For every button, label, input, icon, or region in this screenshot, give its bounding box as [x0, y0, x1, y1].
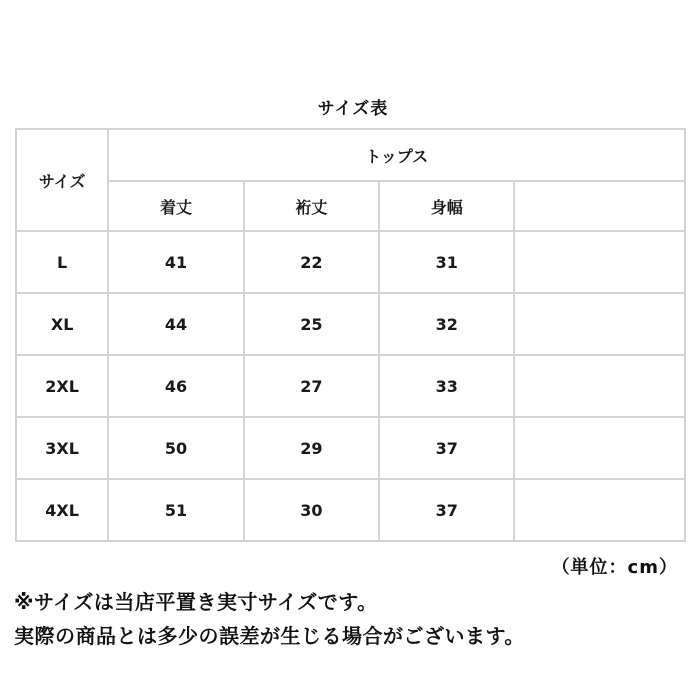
value-cell: [514, 355, 685, 417]
value-cell: 32: [379, 293, 514, 355]
size-cell: XL: [16, 293, 108, 355]
measurement-note: ※サイズは当店平置き実寸サイズです。: [14, 590, 378, 614]
column-header-empty: [514, 181, 685, 231]
size-column-header: サイズ: [16, 129, 108, 231]
table-row: [16, 417, 685, 479]
column-header-length: 着丈: [108, 181, 243, 231]
table-row: [16, 355, 685, 417]
table-row: [16, 479, 685, 541]
unit-label: （単位：cm）: [551, 557, 678, 578]
value-cell: 25: [244, 293, 379, 355]
value-cell: [514, 479, 685, 541]
value-cell: 30: [244, 479, 379, 541]
column-header-width: 身幅: [379, 181, 514, 231]
value-cell: [514, 293, 685, 355]
value-cell: 27: [244, 355, 379, 417]
variance-note: 実際の商品とは多少の誤差が生じる場合がございます。: [14, 624, 525, 648]
size-cell: 2XL: [16, 355, 108, 417]
size-table: [15, 128, 686, 542]
size-cell: L: [16, 231, 108, 293]
table-subheader-row: [16, 181, 685, 231]
table-row: [16, 231, 685, 293]
value-cell: 29: [244, 417, 379, 479]
table-header-row: [16, 129, 685, 181]
value-cell: 44: [108, 293, 243, 355]
value-cell: [514, 417, 685, 479]
value-cell: 31: [379, 231, 514, 293]
tops-group-header: トップス: [108, 129, 685, 181]
value-cell: [514, 231, 685, 293]
value-cell: 51: [108, 479, 243, 541]
value-cell: 37: [379, 479, 514, 541]
column-header-sleeve: 裄丈: [244, 181, 379, 231]
size-cell: 4XL: [16, 479, 108, 541]
value-cell: 22: [244, 231, 379, 293]
value-cell: 37: [379, 417, 514, 479]
value-cell: 41: [108, 231, 243, 293]
value-cell: 50: [108, 417, 243, 479]
table-row: [16, 293, 685, 355]
size-cell: 3XL: [16, 417, 108, 479]
page-title: サイズ表: [317, 99, 389, 119]
value-cell: 33: [379, 355, 514, 417]
value-cell: 46: [108, 355, 243, 417]
